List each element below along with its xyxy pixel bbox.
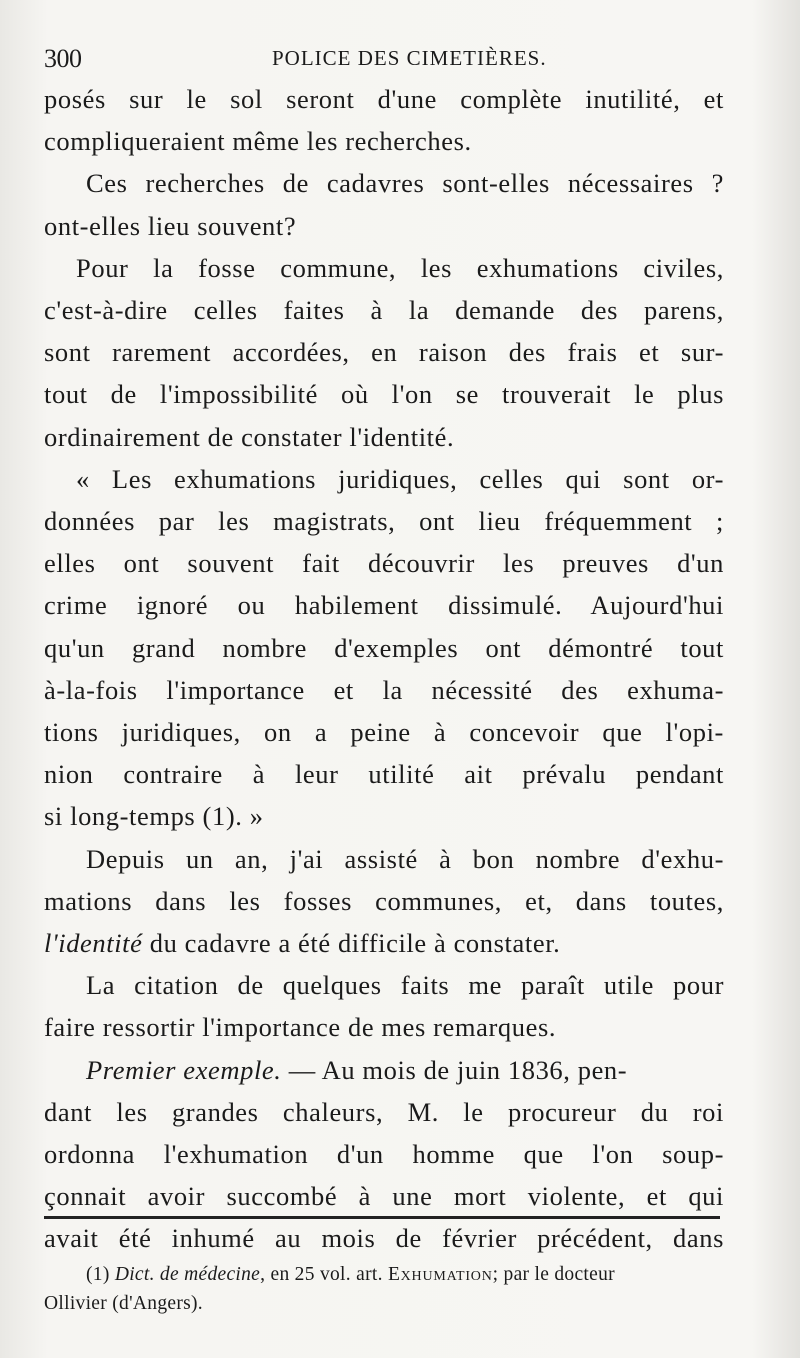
- text-line: elles ont souvent fait découvrir les preuves d'un: [44, 548, 724, 579]
- footnote-rule: [44, 1216, 720, 1219]
- text-line: Depuis un an, j'ai assisté à bon nombre d'exhu-: [86, 843, 724, 874]
- text-line: faire ressortir l'importance de mes remarques.: [44, 1012, 557, 1043]
- footnote-text: ; par le docteur: [492, 1264, 615, 1285]
- text-line: si long-temps (1). »: [44, 801, 264, 832]
- text-line: à-la-fois l'importance et la nécessité des exhuma-: [44, 674, 724, 705]
- text-line: « Les exhumations juridiques, celles qui sont or-: [76, 463, 724, 494]
- text-line: compliqueraient même les recherches.: [44, 126, 472, 157]
- text-line: nion contraire à leur utilité ait prévalu pendant: [44, 759, 724, 790]
- text-line: dant les grandes chaleurs, M. le procureur du roi: [44, 1096, 724, 1127]
- body-text: [44, 78, 724, 1260]
- footnote: [44, 1260, 724, 1318]
- text-line: tions juridiques, on a peine à concevoir que l'opi-: [44, 717, 724, 748]
- footnote-marker: (1): [86, 1264, 115, 1285]
- italic-phrase: l'identité: [44, 928, 143, 959]
- text-line: mations dans les fosses communes, et, dans toutes,: [44, 885, 724, 916]
- text-line: c'est-à-dire celles faites à la demande des parens,: [44, 295, 724, 326]
- footnote-article: Exhumation: [387, 1264, 493, 1285]
- text-line: posés sur le sol seront d'une complète inutilité, et: [44, 84, 724, 114]
- text-line: ordonna l'exhumation d'un homme que l'on soup-: [44, 1139, 724, 1170]
- italic-phrase: Premier exemple.: [86, 1054, 282, 1085]
- text-line: tout de l'impossibilité où l'on se trouverait le plus: [44, 379, 724, 410]
- text-line: ordinairement de constater l'identité.: [44, 421, 455, 452]
- footnote-text: , en 25 vol. art.: [260, 1264, 388, 1285]
- running-head: [44, 40, 720, 76]
- header-title: POLICE DES CIMETIÈRES.: [272, 46, 547, 70]
- text-line: avait été inhumé au mois de février précédent, dans: [44, 1223, 724, 1254]
- footnote-line: [44, 1260, 724, 1289]
- text-line: La citation de quelques faits me paraît utile pour: [86, 970, 724, 1001]
- footnote-line: Ollivier (d'Angers).: [44, 1293, 203, 1314]
- text-line: Ces recherches de cadavres sont-elles nécessaires ?: [86, 168, 724, 199]
- text-line: sont rarement accordées, en raison des frais et sur-: [44, 337, 724, 368]
- footnote-source: Dict. de médecine: [114, 1264, 261, 1285]
- text-line: [44, 922, 724, 964]
- text-segment: — Au mois de juin 1836, pen-: [281, 1054, 628, 1085]
- text-line: Pour la fosse commune, les exhumations civiles,: [76, 252, 724, 283]
- text-line: données par les magistrats, ont lieu fréquemment ;: [44, 506, 724, 537]
- text-line: [44, 1049, 724, 1091]
- text-line: crime ignoré ou habilement dissimulé. Aujourd'hui: [44, 590, 724, 621]
- text-line: qu'un grand nombre d'exemples ont démontré tout: [44, 632, 724, 663]
- text-line: ont-elles lieu souvent?: [44, 210, 297, 241]
- text-line: çonnait avoir succombé à une mort violente, et qui: [44, 1181, 724, 1212]
- page-number: 300: [44, 44, 82, 73]
- text-segment: du cadavre a été difficile à constater.: [142, 928, 561, 959]
